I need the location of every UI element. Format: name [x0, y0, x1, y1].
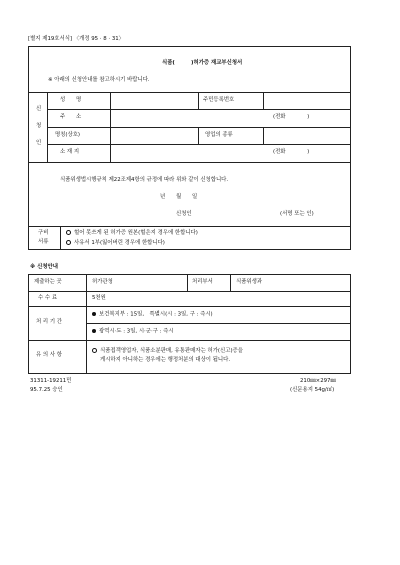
guide-note: ※ 아래의 신청안내를 참고하시기 바랍니다.	[48, 77, 150, 83]
location-phone: (전화 )	[273, 149, 310, 155]
address-label: 주 소	[60, 114, 82, 120]
bullet-icon	[92, 329, 96, 333]
notice-line-2: 게시하지 아니하는 경우에는 행정처분의 대상이 됩니다.	[100, 357, 231, 363]
footer-size: 210㎜×297㎜	[300, 378, 336, 384]
applicant-label-1: 신	[36, 106, 42, 112]
fee-label: 수 수 료	[38, 295, 58, 301]
attach-label-1: 구비	[38, 230, 49, 236]
period-label: 처 리 기 간	[36, 319, 62, 325]
submit-label: 제출하는 곳	[34, 279, 62, 285]
attach-label-2: 서류	[38, 239, 49, 245]
form-id: [별지 제19호서식] 〈개정 95 · 8 · 31〉	[28, 36, 125, 42]
business-type-label: 영업의 종류	[205, 132, 233, 138]
checkbox-circle-icon	[92, 348, 97, 353]
address-phone: (전화 )	[273, 114, 310, 120]
period-line-2: 광역시·도 : 3일, 시·군·구 : 즉시	[92, 329, 174, 335]
name-label: 성 명	[60, 97, 82, 103]
location-label: 소 재 지	[60, 149, 80, 155]
applicant-label-2: 청	[36, 123, 42, 129]
form-title: 식품( )허가증 재교부신청서	[162, 60, 243, 66]
guide-title: ※ 신청안내	[30, 264, 58, 270]
footer-paper: (신문용지 54g/㎡)	[290, 387, 335, 393]
bullet-icon	[92, 312, 96, 316]
business-name-label: 명칭(상호)	[55, 132, 81, 138]
date-line: 년 월 일	[160, 194, 198, 200]
applicant-label-3: 인	[36, 140, 42, 146]
signature-note: (서명 또는 인)	[280, 211, 314, 217]
footer-code: 31311-19211민	[30, 378, 72, 384]
submit-value: 허가관청	[92, 279, 113, 285]
statement: 식품위생법시행규칙 제22조제4항의 규정에 따라 위와 같이 신청합니다.	[60, 177, 229, 183]
attach-item-1: 헐어 못쓰게 된 허가증 원본(헐은지 경우에 한합니다)	[66, 230, 198, 236]
signer-label: 신청인	[176, 211, 192, 217]
resident-no-label: 주민등록번호	[203, 97, 235, 103]
notice-label: 유 의 사 항	[36, 352, 62, 358]
checkbox-circle-icon	[66, 240, 71, 245]
fee-value: 5천원	[92, 295, 106, 301]
dept-value: 식품위생과	[236, 279, 263, 285]
attach-item-2: 사유서 1부(잃어버린 경우에 한합니다)	[66, 240, 165, 246]
period-line-1: 보건복지부 : 15일, 특별시(시 : 3일, 구 : 즉시)	[92, 312, 213, 318]
dept-label: 처리부서	[192, 279, 213, 285]
footer-approved: 95.7.25 승인	[30, 387, 63, 393]
checkbox-circle-icon	[66, 230, 71, 235]
notice-line-1: 식품접객영업자, 식품소분판매, 유통판매자는 허가(신고)증을	[92, 348, 243, 354]
